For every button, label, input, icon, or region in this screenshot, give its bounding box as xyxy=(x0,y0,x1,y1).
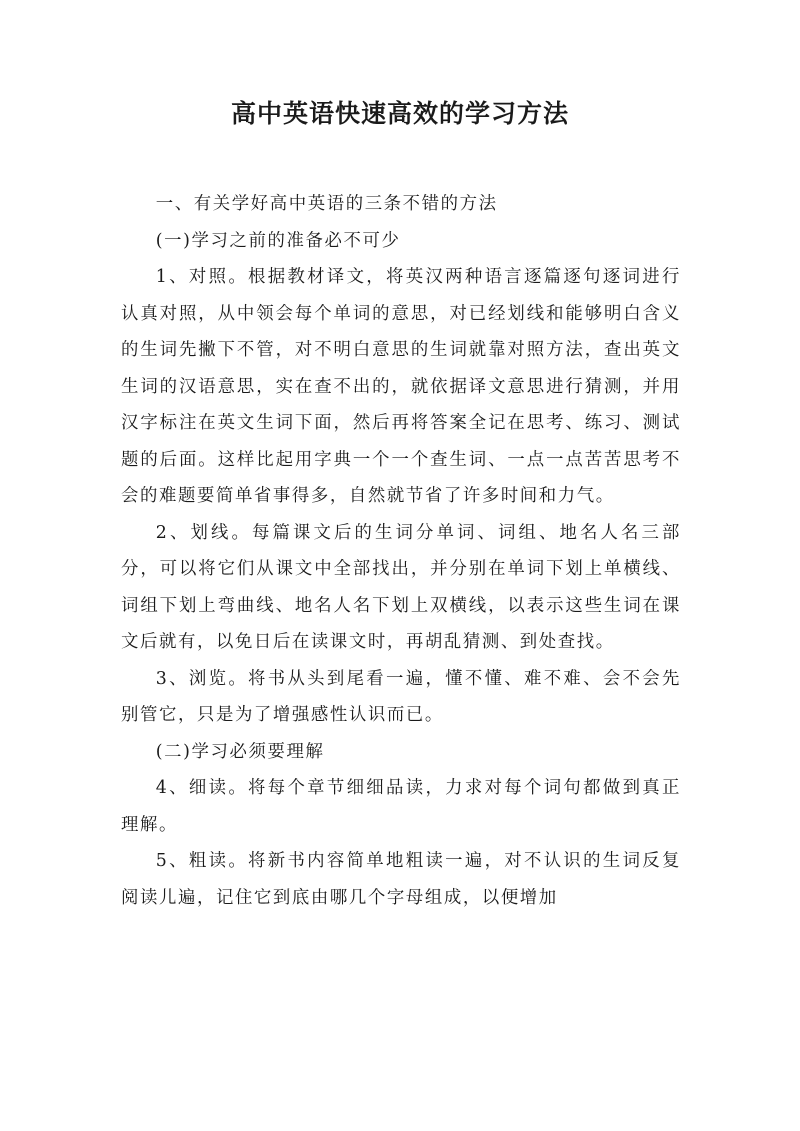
body-paragraph: 3、浏览。将书从头到尾看一遍，懂不懂、难不难、会不会先别管它，只是为了增强感性认识而已。 xyxy=(121,668,681,725)
document-body xyxy=(121,186,681,916)
body-paragraph: 4、细读。将每个章节细细品读，力求对每个词句都做到真正理解。 xyxy=(121,778,681,835)
body-paragraph: 1、对照。根据教材译文，将英汉两种语言逐篇逐句逐词进行认真对照，从中领会每个单词的意思，对已经划线和能够明白含义的生词先撇下不管，对不明白意思的生词就靠对照方法，查出英文生词的汉语意思，实在查不出的，就依据译文意思进行猜测，并用汉字标注在英文生词下面，然后再将答案全记在思考、练习、测试题的后面。这样比起用字典一个一个查生词、一点一点苦苦思考不会的难题要简单省事得多，自然就节省了许多时间和力气。 xyxy=(121,267,681,506)
body-paragraph: 2、划线。每篇课文后的生词分单词、词组、地名人名三部分，可以将它们从课文中全部找出，并分别在单词下划上单横线、词组下划上弯曲线、地名人名下划上双横线，以表示这些生词在课文后就有，以免日后在读课文时，再胡乱猜测、到处查找。 xyxy=(121,522,681,652)
subsection-heading: (一)学习之前的准备必不可少 xyxy=(155,230,401,251)
document-title: 高中英语快速高效的学习方法 xyxy=(230,99,569,128)
body-paragraph: 5、粗读。将新书内容简单地粗读一遍，对不认识的生词反复阅读儿遍，记住它到底由哪几个字母组成，以便增加 xyxy=(121,851,681,908)
subsection-heading: (二)学习必须要理解 xyxy=(155,741,325,762)
section-heading: 一、有关学好高中英语的三条不错的方法 xyxy=(155,194,498,214)
